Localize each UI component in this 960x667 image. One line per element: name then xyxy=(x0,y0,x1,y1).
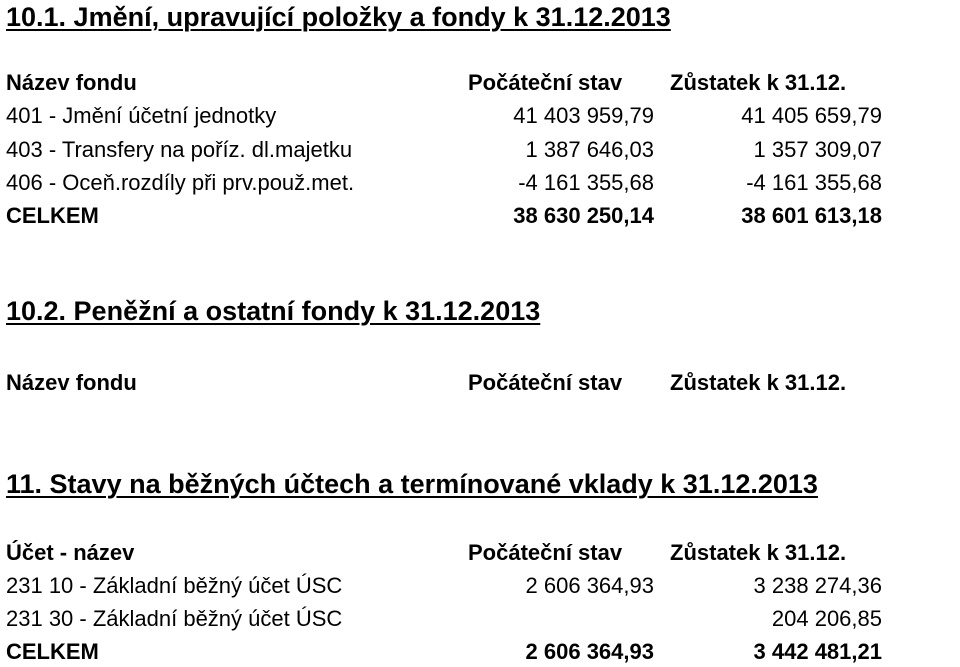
col-header-start: Počáteční stav xyxy=(468,70,623,95)
row-start: -4 161 355,68 xyxy=(518,170,654,195)
row-start: 1 387 646,03 xyxy=(525,137,654,162)
row-name: 231 30 - Základní běžný účet ÚSC xyxy=(6,606,343,631)
col-header-name: Název fondu xyxy=(6,370,137,395)
row-end: 3 238 274,36 xyxy=(753,573,882,598)
total-start: 38 630 250,14 xyxy=(513,203,654,228)
col-header-end: Zůstatek k 31.12. xyxy=(670,70,847,95)
col-header-start: Počáteční stav xyxy=(468,370,623,395)
section-title-11: 11. Stavy na běžných účtech a termínované vklady k 31.12.2013 xyxy=(6,469,818,499)
col-header-end: Zůstatek k 31.12. xyxy=(670,540,847,565)
total-label: CELKEM xyxy=(6,639,99,664)
row-end: 1 357 309,07 xyxy=(753,137,882,162)
row-name: 401 - Jmění účetní jednotky xyxy=(6,103,277,128)
total-start: 2 606 364,93 xyxy=(525,639,654,664)
row-start: 2 606 364,93 xyxy=(525,573,654,598)
total-end: 3 442 481,21 xyxy=(753,639,882,664)
row-end: 204 206,85 xyxy=(771,606,882,631)
col-header-start: Počáteční stav xyxy=(468,540,623,565)
row-start: 41 403 959,79 xyxy=(513,103,654,128)
col-header-name: Název fondu xyxy=(6,70,137,95)
col-header-name: Účet - název xyxy=(6,540,135,565)
col-header-end: Zůstatek k 31.12. xyxy=(670,370,847,395)
row-end: 41 405 659,79 xyxy=(741,103,882,128)
row-name: 406 - Oceň.rozdíly při prv.použ.met. xyxy=(6,170,355,195)
row-name: 403 - Transfery na poříz. dl.majetku xyxy=(6,137,353,162)
total-end: 38 601 613,18 xyxy=(741,203,882,228)
section-title-10-1: 10.1. Jmění, upravující položky a fondy k 31.12.2013 xyxy=(6,2,671,32)
section-title-10-2: 10.2. Peněžní a ostatní fondy k 31.12.2013 xyxy=(6,296,541,326)
row-end: -4 161 355,68 xyxy=(746,170,882,195)
total-label: CELKEM xyxy=(6,203,99,228)
row-name: 231 10 - Základní běžný účet ÚSC xyxy=(6,573,343,598)
